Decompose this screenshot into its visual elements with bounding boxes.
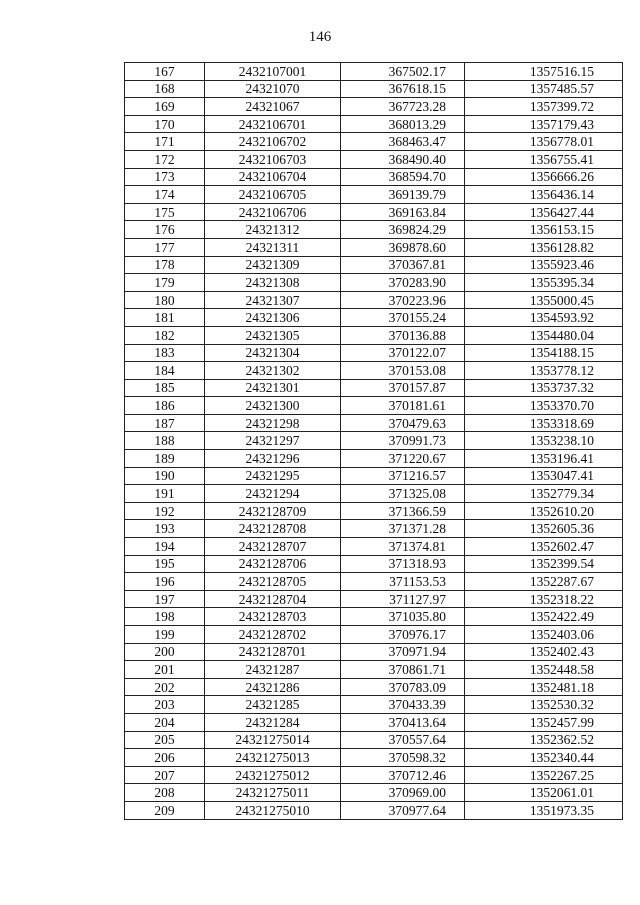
y-coordinate-cell: 370598.32	[341, 749, 465, 767]
row-number-cell: 190	[125, 467, 205, 485]
x-coordinate-cell: 1353318.69	[465, 414, 623, 432]
table-row	[125, 801, 623, 819]
x-coordinate-cell: 1353737.32	[465, 379, 623, 397]
point-id-cell: 2432106701	[205, 115, 341, 133]
x-coordinate-cell: 1355395.34	[465, 274, 623, 292]
point-id-cell: 24321298	[205, 414, 341, 432]
row-number-cell: 171	[125, 133, 205, 151]
point-id-cell: 2432107001	[205, 63, 341, 81]
y-coordinate-cell: 371374.81	[341, 538, 465, 556]
point-id-cell: 24321275012	[205, 766, 341, 784]
x-coordinate-cell: 1356778.01	[465, 133, 623, 151]
table-row	[125, 344, 623, 362]
point-id-cell: 2432128706	[205, 555, 341, 573]
x-coordinate-cell: 1357179.43	[465, 115, 623, 133]
x-coordinate-cell: 1354188.15	[465, 344, 623, 362]
x-coordinate-cell: 1354480.04	[465, 326, 623, 344]
point-id-cell: 24321305	[205, 326, 341, 344]
row-number-cell: 202	[125, 678, 205, 696]
point-id-cell: 2432106702	[205, 133, 341, 151]
row-number-cell: 172	[125, 150, 205, 168]
x-coordinate-cell: 1352610.20	[465, 502, 623, 520]
row-number-cell: 175	[125, 203, 205, 221]
row-number-cell: 209	[125, 801, 205, 819]
y-coordinate-cell: 368463.47	[341, 133, 465, 151]
row-number-cell: 194	[125, 538, 205, 556]
table-row	[125, 150, 623, 168]
x-coordinate-cell: 1352457.99	[465, 713, 623, 731]
point-id-cell: 2432106705	[205, 186, 341, 204]
y-coordinate-cell: 370157.87	[341, 379, 465, 397]
y-coordinate-cell: 367618.15	[341, 80, 465, 98]
x-coordinate-cell: 1352402.43	[465, 643, 623, 661]
row-number-cell: 178	[125, 256, 205, 274]
row-number-cell: 193	[125, 520, 205, 538]
table-row	[125, 467, 623, 485]
point-id-cell: 24321067	[205, 98, 341, 116]
table-row	[125, 186, 623, 204]
point-id-cell: 24321275011	[205, 784, 341, 802]
x-coordinate-cell: 1352362.52	[465, 731, 623, 749]
table-row	[125, 766, 623, 784]
point-id-cell: 2432106704	[205, 168, 341, 186]
y-coordinate-cell: 371325.08	[341, 485, 465, 503]
y-coordinate-cell: 370977.64	[341, 801, 465, 819]
table-row	[125, 379, 623, 397]
table-row	[125, 590, 623, 608]
table-row	[125, 362, 623, 380]
row-number-cell: 195	[125, 555, 205, 573]
x-coordinate-cell: 1352267.25	[465, 766, 623, 784]
table-row	[125, 133, 623, 151]
table-row	[125, 98, 623, 116]
x-coordinate-cell: 1356436.14	[465, 186, 623, 204]
y-coordinate-cell: 370969.00	[341, 784, 465, 802]
table-row	[125, 256, 623, 274]
row-number-cell: 173	[125, 168, 205, 186]
point-id-cell: 24321311	[205, 238, 341, 256]
row-number-cell: 199	[125, 626, 205, 644]
row-number-cell: 207	[125, 766, 205, 784]
y-coordinate-cell: 370122.07	[341, 344, 465, 362]
row-number-cell: 182	[125, 326, 205, 344]
x-coordinate-cell: 1352605.36	[465, 520, 623, 538]
row-number-cell: 206	[125, 749, 205, 767]
table-row	[125, 520, 623, 538]
y-coordinate-cell: 369824.29	[341, 221, 465, 239]
table-row	[125, 784, 623, 802]
x-coordinate-cell: 1352422.49	[465, 608, 623, 626]
y-coordinate-cell: 370976.17	[341, 626, 465, 644]
table-row	[125, 731, 623, 749]
row-number-cell: 168	[125, 80, 205, 98]
row-number-cell: 203	[125, 696, 205, 714]
row-number-cell: 183	[125, 344, 205, 362]
point-id-cell: 24321275010	[205, 801, 341, 819]
x-coordinate-cell: 1352779.34	[465, 485, 623, 503]
y-coordinate-cell: 370155.24	[341, 309, 465, 327]
y-coordinate-cell: 370783.09	[341, 678, 465, 696]
table-row	[125, 115, 623, 133]
x-coordinate-cell: 1357485.57	[465, 80, 623, 98]
row-number-cell: 196	[125, 573, 205, 591]
point-id-cell: 24321307	[205, 291, 341, 309]
y-coordinate-cell: 371153.53	[341, 573, 465, 591]
y-coordinate-cell: 370557.64	[341, 731, 465, 749]
point-id-cell: 24321295	[205, 467, 341, 485]
point-id-cell: 24321296	[205, 450, 341, 468]
table-row	[125, 414, 623, 432]
y-coordinate-cell: 369139.79	[341, 186, 465, 204]
x-coordinate-cell: 1357516.15	[465, 63, 623, 81]
x-coordinate-cell: 1352403.06	[465, 626, 623, 644]
table-row	[125, 502, 623, 520]
y-coordinate-cell: 371127.97	[341, 590, 465, 608]
y-coordinate-cell: 370413.64	[341, 713, 465, 731]
point-id-cell: 2432128708	[205, 520, 341, 538]
x-coordinate-cell: 1352340.44	[465, 749, 623, 767]
table-row	[125, 749, 623, 767]
x-coordinate-cell: 1353196.41	[465, 450, 623, 468]
y-coordinate-cell: 370712.46	[341, 766, 465, 784]
y-coordinate-cell: 370136.88	[341, 326, 465, 344]
point-id-cell: 24321284	[205, 713, 341, 731]
table-row	[125, 432, 623, 450]
row-number-cell: 174	[125, 186, 205, 204]
x-coordinate-cell: 1352318.22	[465, 590, 623, 608]
x-coordinate-cell: 1355000.45	[465, 291, 623, 309]
row-number-cell: 189	[125, 450, 205, 468]
x-coordinate-cell: 1353778.12	[465, 362, 623, 380]
point-id-cell: 24321306	[205, 309, 341, 327]
row-number-cell: 188	[125, 432, 205, 450]
table-row	[125, 555, 623, 573]
table-row	[125, 221, 623, 239]
table-row	[125, 678, 623, 696]
y-coordinate-cell: 371318.93	[341, 555, 465, 573]
y-coordinate-cell: 370991.73	[341, 432, 465, 450]
y-coordinate-cell: 371220.67	[341, 450, 465, 468]
row-number-cell: 170	[125, 115, 205, 133]
point-id-cell: 24321275013	[205, 749, 341, 767]
point-id-cell: 2432128702	[205, 626, 341, 644]
point-id-cell: 24321301	[205, 379, 341, 397]
point-id-cell: 24321287	[205, 661, 341, 679]
point-id-cell: 24321304	[205, 344, 341, 362]
point-id-cell: 2432128704	[205, 590, 341, 608]
table-row	[125, 538, 623, 556]
point-id-cell: 24321308	[205, 274, 341, 292]
y-coordinate-cell: 370223.96	[341, 291, 465, 309]
y-coordinate-cell: 367502.17	[341, 63, 465, 81]
y-coordinate-cell: 370861.71	[341, 661, 465, 679]
y-coordinate-cell: 370479.63	[341, 414, 465, 432]
table-row	[125, 608, 623, 626]
page-number: 146	[308, 29, 332, 45]
point-id-cell: 2432128709	[205, 502, 341, 520]
table-row	[125, 203, 623, 221]
y-coordinate-cell: 370367.81	[341, 256, 465, 274]
x-coordinate-cell: 1352399.54	[465, 555, 623, 573]
x-coordinate-cell: 1353370.70	[465, 397, 623, 415]
table-row	[125, 661, 623, 679]
table-body	[125, 63, 623, 820]
table-row	[125, 291, 623, 309]
x-coordinate-cell: 1356427.44	[465, 203, 623, 221]
table-row	[125, 713, 623, 731]
table-row	[125, 450, 623, 468]
x-coordinate-cell: 1354593.92	[465, 309, 623, 327]
x-coordinate-cell: 1352287.67	[465, 573, 623, 591]
table-row	[125, 238, 623, 256]
point-id-cell: 24321300	[205, 397, 341, 415]
point-id-cell: 2432128703	[205, 608, 341, 626]
row-number-cell: 187	[125, 414, 205, 432]
y-coordinate-cell: 371035.80	[341, 608, 465, 626]
row-number-cell: 181	[125, 309, 205, 327]
x-coordinate-cell: 1356755.41	[465, 150, 623, 168]
table-row	[125, 309, 623, 327]
row-number-cell: 201	[125, 661, 205, 679]
y-coordinate-cell: 371216.57	[341, 467, 465, 485]
x-coordinate-cell: 1356666.26	[465, 168, 623, 186]
x-coordinate-cell: 1353238.10	[465, 432, 623, 450]
y-coordinate-cell: 371371.28	[341, 520, 465, 538]
row-number-cell: 198	[125, 608, 205, 626]
point-id-cell: 2432106706	[205, 203, 341, 221]
row-number-cell: 179	[125, 274, 205, 292]
row-number-cell: 205	[125, 731, 205, 749]
y-coordinate-cell: 370181.61	[341, 397, 465, 415]
point-id-cell: 24321309	[205, 256, 341, 274]
row-number-cell: 180	[125, 291, 205, 309]
x-coordinate-cell: 1355923.46	[465, 256, 623, 274]
coordinates-table	[124, 62, 623, 820]
point-id-cell: 24321312	[205, 221, 341, 239]
x-coordinate-cell: 1357399.72	[465, 98, 623, 116]
y-coordinate-cell: 369878.60	[341, 238, 465, 256]
row-number-cell: 186	[125, 397, 205, 415]
table-row	[125, 274, 623, 292]
row-number-cell: 185	[125, 379, 205, 397]
x-coordinate-cell: 1353047.41	[465, 467, 623, 485]
table-row	[125, 696, 623, 714]
y-coordinate-cell: 368013.29	[341, 115, 465, 133]
table-row	[125, 626, 623, 644]
row-number-cell: 200	[125, 643, 205, 661]
y-coordinate-cell: 371366.59	[341, 502, 465, 520]
point-id-cell: 24321302	[205, 362, 341, 380]
row-number-cell: 167	[125, 63, 205, 81]
point-id-cell: 2432128707	[205, 538, 341, 556]
table-row	[125, 63, 623, 81]
y-coordinate-cell: 370283.90	[341, 274, 465, 292]
y-coordinate-cell: 368594.70	[341, 168, 465, 186]
row-number-cell: 204	[125, 713, 205, 731]
x-coordinate-cell: 1356153.15	[465, 221, 623, 239]
x-coordinate-cell: 1351973.35	[465, 801, 623, 819]
row-number-cell: 177	[125, 238, 205, 256]
x-coordinate-cell: 1352602.47	[465, 538, 623, 556]
point-id-cell: 24321275014	[205, 731, 341, 749]
y-coordinate-cell: 367723.28	[341, 98, 465, 116]
x-coordinate-cell: 1352481.18	[465, 678, 623, 696]
row-number-cell: 184	[125, 362, 205, 380]
y-coordinate-cell: 369163.84	[341, 203, 465, 221]
x-coordinate-cell: 1352448.58	[465, 661, 623, 679]
table-row	[125, 168, 623, 186]
table-row	[125, 397, 623, 415]
x-coordinate-cell: 1356128.82	[465, 238, 623, 256]
y-coordinate-cell: 370433.39	[341, 696, 465, 714]
row-number-cell: 169	[125, 98, 205, 116]
row-number-cell: 197	[125, 590, 205, 608]
y-coordinate-cell: 370153.08	[341, 362, 465, 380]
point-id-cell: 24321285	[205, 696, 341, 714]
point-id-cell: 2432106703	[205, 150, 341, 168]
point-id-cell: 2432128701	[205, 643, 341, 661]
table-row	[125, 643, 623, 661]
row-number-cell: 176	[125, 221, 205, 239]
table-row	[125, 80, 623, 98]
point-id-cell: 24321070	[205, 80, 341, 98]
y-coordinate-cell: 368490.40	[341, 150, 465, 168]
point-id-cell: 2432128705	[205, 573, 341, 591]
row-number-cell: 192	[125, 502, 205, 520]
row-number-cell: 191	[125, 485, 205, 503]
table-row	[125, 326, 623, 344]
table-row	[125, 573, 623, 591]
x-coordinate-cell: 1352530.32	[465, 696, 623, 714]
point-id-cell: 24321286	[205, 678, 341, 696]
x-coordinate-cell: 1352061.01	[465, 784, 623, 802]
point-id-cell: 24321297	[205, 432, 341, 450]
row-number-cell: 208	[125, 784, 205, 802]
point-id-cell: 24321294	[205, 485, 341, 503]
y-coordinate-cell: 370971.94	[341, 643, 465, 661]
table-row	[125, 485, 623, 503]
